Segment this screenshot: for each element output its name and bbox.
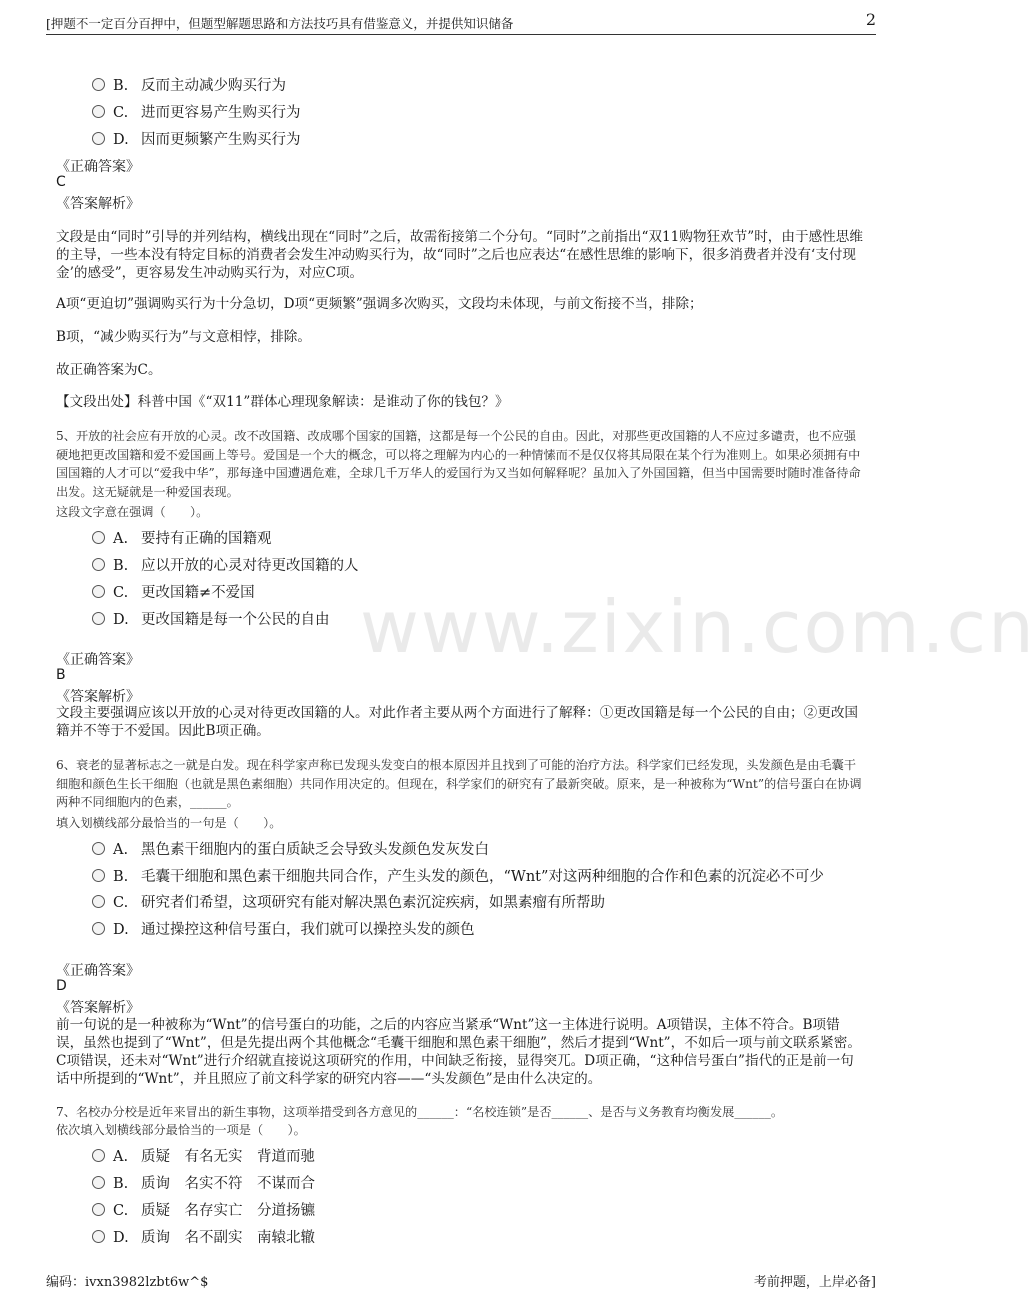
q5-option-a[interactable]: A. 要持有正确的国籍观 [92, 527, 272, 549]
radio-icon[interactable] [92, 585, 105, 598]
radio-icon[interactable] [92, 895, 105, 908]
answer-value: B [56, 667, 66, 683]
question-prompt: 填入划横线部分最恰当的一句是（ ）。 [56, 816, 282, 830]
q5-option-b[interactable]: B. 应以开放的心灵对待更改国籍的人 [92, 554, 359, 576]
radio-icon[interactable] [92, 105, 105, 118]
analysis-text: B项，“减少购买行为”与文意相悖，排除。 [56, 329, 311, 345]
header-text: [押题不一定百分百押中，但题型解题思路和方法技巧具有借鉴意义，并提供知识储备 [46, 16, 514, 31]
page-number: 2 [865, 10, 876, 29]
source-citation: 【文段出处】科普中国《“双11”群体心理现象解读：是谁动了你的钱包？》 [56, 394, 509, 410]
footer-slogan: 考前押题，上岸必备] [753, 1275, 876, 1290]
radio-icon[interactable] [92, 612, 105, 625]
radio-icon[interactable] [92, 531, 105, 544]
radio-icon[interactable] [92, 1203, 105, 1216]
question-stem: 5、开放的社会应有开放的心灵。改不改国籍、改成哪个国家的国籍，这都是每一个公民的自由。因此，对那些更改国籍的人不应过多谴责，也不应强硬地把更改国籍和爱不爱国画上等号。爱国是一个大的概念，可以将之理解为内心的一种情愫而不是仅仅将其局限在某个行为准则上。如果必须拥有中国国籍的人才可以“爱我中华”，那每逢中国遭遇危难，全球几千万华人的爱国行为又当如何解释呢？虽加入了外国国籍，但当中国需要时随时准备待命出发。这无疑就是一种爱国表现。 [56, 429, 861, 499]
question-stem: 6、衰老的显著标志之一就是白发。现在科学家声称已发现头发变白的根本原因并且找到了可能的治疗方法。科学家们已经发现，头发颜色是由毛囊干细胞和颜色生长干细胞（也就是黑色素细胞）共同作用决定的。但现在，科学家们的研究有了最新突破。原来，是一种被称为“Wnt”的信号蛋白在协调两种不同细胞内的色素，______。 [56, 758, 862, 809]
question-prompt: 依次填入划横线部分最恰当的一项是（ ）。 [56, 1123, 306, 1137]
analysis-label: 《答案解析》 [56, 196, 140, 212]
q7-option-a[interactable]: A. 质疑 有名无实 背道而驰 [92, 1145, 315, 1167]
answer-label: 《正确答案》 [56, 159, 140, 175]
answer-value: C [56, 174, 66, 190]
analysis-text: A项“更迫切”强调购买行为十分急切，D项“更频繁”强调多次购买，文段均未体现，与前文衔接不当，排除； [56, 296, 703, 312]
radio-icon[interactable] [92, 1230, 105, 1243]
answer-value: D [56, 978, 67, 994]
radio-icon[interactable] [92, 842, 105, 855]
q4-option-d[interactable]: D. 因而更频繁产生购买行为 [92, 128, 301, 150]
radio-icon[interactable] [92, 132, 105, 145]
q4-option-c[interactable]: C. 进而更容易产生购买行为 [92, 101, 301, 123]
radio-icon[interactable] [92, 78, 105, 91]
analysis-text: 前一句说的是一种被称为“Wnt”的信号蛋白的功能，之后的内容应当紧承“Wnt”这一主体进行说明。A项错误，主体不符合。B项错误，虽然也提到了“Wnt”，但是先提出两个其他概念“毛囊干细胞和黑色素干细胞”，然后才提到“Wnt”，不如后一项与前文联系紧密。C项错误，还未对“Wnt”进行介绍就直接说这项研究的作用，中间缺乏衔接，显得突兀。D项正确，“这种信号蛋白”指代的正是前一句话中所提到的“Wnt”，并且照应了前文科学家的研究内容——“头发颜色”是由什么决定的。 [56, 1017, 861, 1087]
q7-option-b[interactable]: B. 质询 名实不符 不谋而合 [92, 1172, 315, 1194]
q7-option-d[interactable]: D. 质询 名不副实 南辕北辙 [92, 1226, 315, 1248]
page-header [46, 12, 876, 35]
q5-option-d[interactable]: D. 更改国籍是每一个公民的自由 [92, 608, 330, 630]
analysis-label: 《答案解析》 [56, 689, 140, 705]
footer-code: 编码：ivxn3982lzbt6w^$ [46, 1275, 209, 1290]
answer-label: 《正确答案》 [56, 652, 140, 668]
analysis-text: 文段是由“同时”引导的并列结构，横线出现在“同时”之后，故需衔接第二个分句。“同时”之前指出“双11购物狂欢节”时，由于感性思维的主导，一些本没有特定目标的消费者会发生冲动购买行为，故“同时”之后也应表达“在感性思维的影响下，很多消费者并没有‘支付现金’的感受”，更容易发生冲动购买行为，对应C项。 [56, 229, 863, 281]
q6-option-d[interactable]: D. 通过操控这种信号蛋白，我们就可以操控头发的颜色 [92, 918, 475, 940]
answer-label: 《正确答案》 [56, 963, 140, 979]
radio-icon[interactable] [92, 922, 105, 935]
question-prompt: 这段文字意在强调（ ）。 [56, 505, 209, 519]
radio-icon[interactable] [92, 1149, 105, 1162]
q5-option-c[interactable]: C. 更改国籍≠不爱国 [92, 581, 255, 603]
q4-option-b[interactable]: B. 反而主动减少购买行为 [92, 74, 286, 96]
watermark: www.zixin.com.cn [360, 585, 1036, 669]
q6-option-b[interactable]: B. 毛囊干细胞和黑色素干细胞共同合作，产生头发的颜色，“Wnt”对这两种细胞的合作和色素的沉淀必不可少 [92, 865, 824, 887]
q6-option-c[interactable]: C. 研究者们希望，这项研究有能对解决黑色素沉淀疾病，如黑素瘤有所帮助 [92, 891, 605, 913]
analysis-text: 故正确答案为C。 [56, 362, 162, 378]
question-stem: 7、名校办分校是近年来冒出的新生事物，这项举措受到各方意见的______：“名校连锁”是否______、是否与义务教育均衡发展______。 [56, 1105, 784, 1119]
radio-icon[interactable] [92, 869, 105, 882]
q6-option-a[interactable]: A. 黑色素干细胞内的蛋白质缺乏会导致头发颜色发灰发白 [92, 838, 489, 860]
radio-icon[interactable] [92, 558, 105, 571]
analysis-text: 文段主要强调应该以开放的心灵对待更改国籍的人。对此作者主要从两个方面进行了解释：①更改国籍是每一个公民的自由；②更改国籍并不等于不爱国。因此B项正确。 [56, 705, 859, 739]
radio-icon[interactable] [92, 1176, 105, 1189]
q7-option-c[interactable]: C. 质疑 名存实亡 分道扬镳 [92, 1199, 315, 1221]
analysis-label: 《答案解析》 [56, 1000, 140, 1016]
